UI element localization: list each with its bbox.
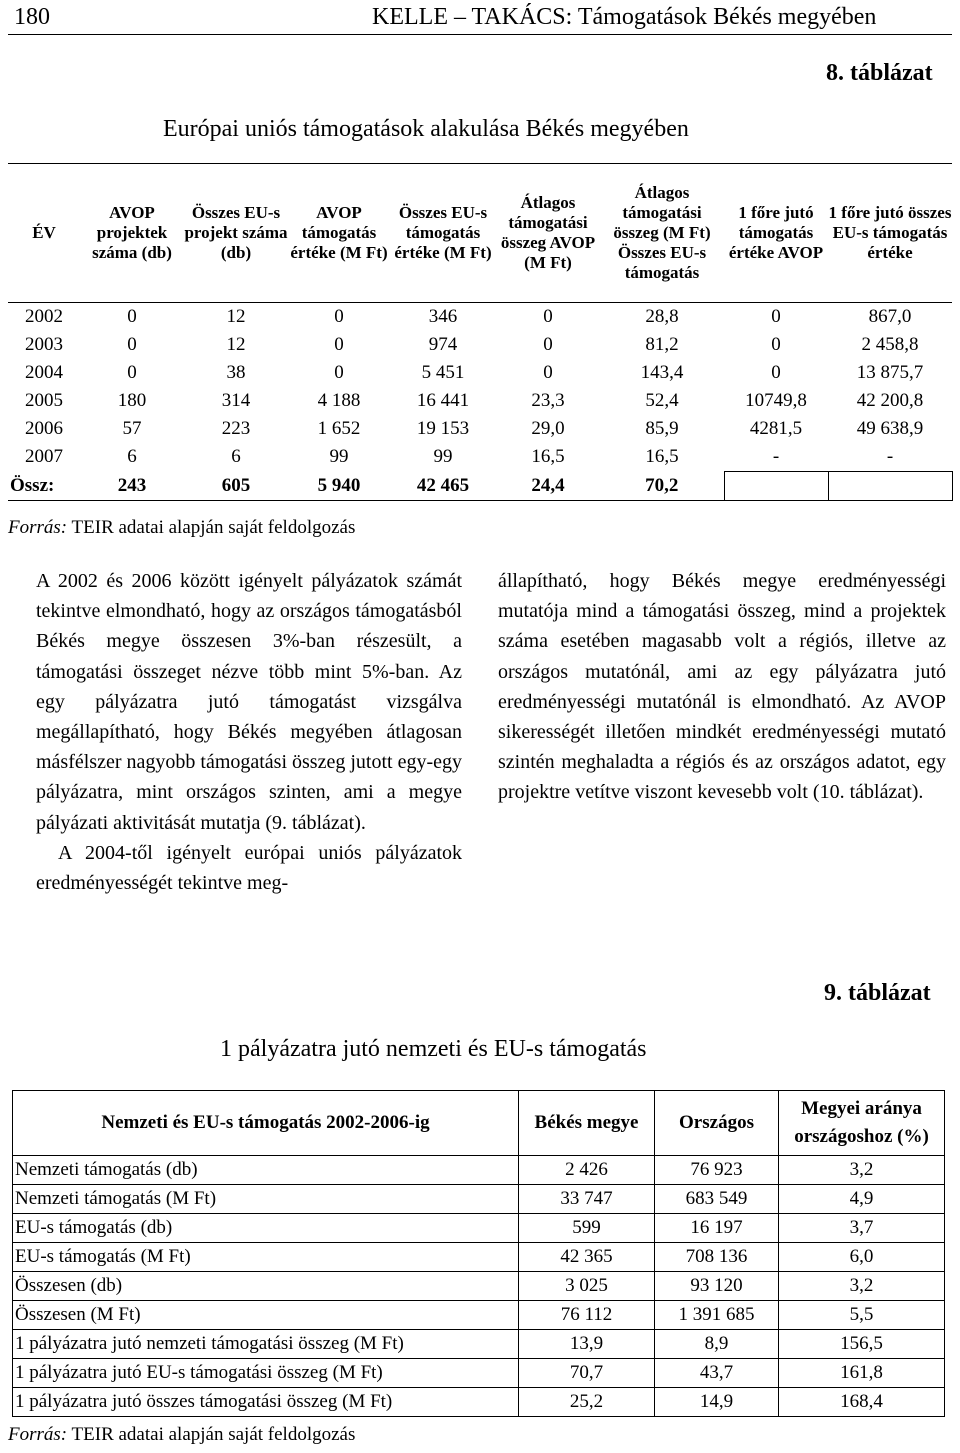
table8-row bbox=[8, 359, 952, 387]
table9-row bbox=[13, 1243, 945, 1272]
table8-cell: 2007 bbox=[25, 446, 63, 468]
table9-row bbox=[13, 1214, 945, 1243]
table9-cell: 8,9 bbox=[655, 1330, 779, 1359]
table8-cell: 0 bbox=[543, 362, 553, 383]
table8-col-header: Átlagos támogatási összeg AVOP (M Ft) bbox=[500, 193, 596, 272]
table9-cell: 1 pályázatra jutó nemzeti támogatási összeg (M Ft) bbox=[13, 1330, 519, 1359]
body-left-column bbox=[36, 566, 462, 898]
table9-cell: 5,5 bbox=[779, 1301, 945, 1330]
source-text: TEIR adatai alapján saját feldolgozás bbox=[67, 1424, 356, 1445]
table8-cell: 346 bbox=[428, 306, 458, 327]
table8-total-cell: 5 940 bbox=[317, 474, 361, 496]
table9-cell: 4,9 bbox=[779, 1185, 945, 1214]
table8-cell: 99 bbox=[433, 446, 453, 468]
source-label: Forrás: bbox=[8, 1424, 68, 1445]
table8-cell: 0 bbox=[771, 334, 781, 355]
table9-cell: 683 549 bbox=[655, 1185, 779, 1214]
table8-cell: 974 bbox=[428, 334, 458, 355]
table8-cell: 0 bbox=[334, 306, 344, 327]
table8-total-cell: 605 bbox=[221, 474, 251, 496]
table9-col-header: Békés megye bbox=[519, 1091, 655, 1156]
table9-cell: 14,9 bbox=[655, 1388, 779, 1417]
table8-col-header: AVOP támogatás értéke (M Ft) bbox=[290, 203, 388, 262]
table8-cell: 223 bbox=[221, 418, 251, 439]
table9-source bbox=[8, 1424, 355, 1446]
running-title: KELLE – TAKÁCS: Támogatások Békés megyében bbox=[372, 4, 877, 30]
table8-col-header: 1 főre jutó támogatás értéke AVOP bbox=[728, 203, 824, 262]
table9-cell: EU-s támogatás (db) bbox=[13, 1214, 519, 1243]
table9-row bbox=[13, 1185, 945, 1214]
table8-row bbox=[8, 303, 952, 332]
table9-row bbox=[13, 1301, 945, 1330]
table9-row bbox=[13, 1272, 945, 1301]
table9-cell: 599 bbox=[519, 1214, 655, 1243]
table9-cell: 16 197 bbox=[655, 1214, 779, 1243]
table8-cell: 2005 bbox=[25, 390, 63, 411]
table8-cell: 0 bbox=[771, 306, 781, 327]
table8-cell: 23,3 bbox=[531, 390, 565, 411]
table8-cell: - bbox=[772, 446, 780, 467]
table8-cell: 2004 bbox=[25, 362, 63, 383]
table9 bbox=[12, 1090, 945, 1417]
table8-cell: 38 bbox=[226, 362, 246, 383]
table9-cell: 3,2 bbox=[779, 1272, 945, 1301]
table8-total-cell bbox=[828, 472, 952, 501]
table9-cell: EU-s támogatás (M Ft) bbox=[13, 1243, 519, 1272]
table8-cell: 0 bbox=[771, 362, 781, 383]
paragraph: A 2002 és 2006 között igényelt pályázatok számát tekintve elmondható, hogy az országos támogatásból Békés megye összesen 3%-ban részesült, a támogatási összeget nézve több mint 5%-ban. Az egy pályázatra jutó támogatást vizsgálva megállapítható, hogy Békés megyében átlagosan másfélszer nagyobb támogatási összeg jutott egy-egy pályázatra, mint országos szinten, ami a megye pályázati aktivitását mutatja (9. táblázat). bbox=[36, 570, 462, 834]
table9-cell: Összesen (db) bbox=[13, 1272, 519, 1301]
table8-col-header: Átlagos támogatási összeg (M Ft) Összes EU-s támogatás bbox=[613, 183, 711, 282]
table9-cell: 1 pályázatra jutó összes támogatási összeg (M Ft) bbox=[13, 1388, 519, 1417]
table9-cell: 168,4 bbox=[779, 1388, 945, 1417]
table8-cell: 180 bbox=[117, 390, 147, 411]
table9-header-row bbox=[13, 1091, 945, 1156]
table8-total-cell bbox=[724, 472, 828, 501]
table8-cell: 4281,5 bbox=[749, 418, 803, 439]
table8-total-row bbox=[8, 472, 952, 501]
table8-cell: 10749,8 bbox=[745, 390, 807, 411]
table8-row bbox=[8, 443, 952, 472]
table8-cell: 16 441 bbox=[416, 390, 470, 411]
table9-col-header: Országos bbox=[655, 1091, 779, 1156]
table8-cell: 5 451 bbox=[421, 362, 465, 383]
table8-cell: 0 bbox=[334, 362, 344, 383]
table9-cell: 33 747 bbox=[519, 1185, 655, 1214]
table8-cell: 85,9 bbox=[645, 418, 679, 439]
table9-cell: 42 365 bbox=[519, 1243, 655, 1272]
table8-cell: 57 bbox=[122, 418, 142, 439]
table8-cell: 16,5 bbox=[531, 446, 565, 468]
table8-cell: 16,5 bbox=[645, 446, 679, 468]
body-right-column bbox=[498, 566, 946, 808]
table8-cell: 49 638,9 bbox=[856, 418, 924, 439]
table9-cell: 1 391 685 bbox=[655, 1301, 779, 1330]
table9-label: 9. táblázat bbox=[824, 980, 931, 1006]
table8-cell: 314 bbox=[221, 390, 251, 411]
table9-cell: Nemzeti támogatás (M Ft) bbox=[13, 1185, 519, 1214]
table9-cell: 13,9 bbox=[519, 1330, 655, 1359]
table8-cell: 4 188 bbox=[317, 390, 361, 411]
table8-cell: 52,4 bbox=[645, 390, 679, 411]
table8-col-header: ÉV bbox=[32, 223, 56, 242]
table9-row bbox=[13, 1330, 945, 1359]
table8-cell: 867,0 bbox=[868, 306, 912, 327]
table8-total-cell: 24,4 bbox=[531, 474, 565, 496]
table8-cell: 2003 bbox=[25, 334, 63, 355]
table8-col-header: 1 főre jutó összes EU-s támogatás értéke bbox=[828, 203, 952, 262]
table9-cell: 25,2 bbox=[519, 1388, 655, 1417]
table9-cell: 156,5 bbox=[779, 1330, 945, 1359]
table8-col-header: AVOP projektek száma (db) bbox=[92, 203, 172, 262]
table9-cell: Összesen (M Ft) bbox=[13, 1301, 519, 1330]
table8-title: Európai uniós támogatások alakulása Békés megyében bbox=[163, 116, 689, 142]
table8-total-cell: Össz: bbox=[10, 474, 55, 496]
table8-cell: 6 bbox=[231, 446, 241, 468]
running-head bbox=[0, 0, 960, 40]
table9-title: 1 pályázatra jutó nemzeti és EU-s támogatás bbox=[220, 1036, 647, 1062]
table8-cell: 0 bbox=[127, 334, 137, 355]
table8 bbox=[8, 163, 953, 501]
table8-source bbox=[8, 517, 355, 539]
table8-cell: 12 bbox=[226, 334, 246, 355]
table9-cell: 70,7 bbox=[519, 1359, 655, 1388]
table9-row bbox=[13, 1359, 945, 1388]
table8-col-header: Összes EU-s projekt száma (db) bbox=[184, 203, 288, 262]
page-number: 180 bbox=[14, 4, 50, 30]
table9-cell: 3,7 bbox=[779, 1214, 945, 1243]
table8-cell: 0 bbox=[334, 334, 344, 355]
table8-cell: - bbox=[886, 446, 894, 467]
table8-total-cell: 70,2 bbox=[645, 474, 679, 496]
table9-cell: 6,0 bbox=[779, 1243, 945, 1272]
table9-cell: 3,2 bbox=[779, 1156, 945, 1185]
table8-cell: 19 153 bbox=[416, 418, 470, 439]
table8-cell: 81,2 bbox=[645, 334, 679, 355]
paragraph: állapítható, hogy Békés megye eredményességi mutatója mind a támogatási összeg, mind a projektek száma esetében magasabb volt a régiós, illetve az országos mutatónál, ami az egy pályázatra jutó eredményességi mutatónál is elmondható. Az AVOP sikerességét illetően mindkét eredményességi mutató szintén meghaladta a régiós és az országos adatot, egy projektre vetítve viszont kevesebb volt (10. táblázat). bbox=[498, 570, 946, 804]
table9-cell: 76 112 bbox=[519, 1301, 655, 1330]
table8-cell: 2002 bbox=[25, 306, 63, 327]
table9-cell: 43,7 bbox=[655, 1359, 779, 1388]
table8-cell: 143,4 bbox=[640, 362, 684, 383]
table8-row bbox=[8, 415, 952, 443]
table8-cell: 0 bbox=[127, 306, 137, 327]
table9-cell: 161,8 bbox=[779, 1359, 945, 1388]
header-rule bbox=[8, 34, 952, 35]
paragraph: A 2004-től igényelt európai uniós pályázatok eredményességét tekintve meg- bbox=[36, 841, 462, 895]
table8-cell: 0 bbox=[543, 306, 553, 327]
table8-cell: 12 bbox=[226, 306, 246, 327]
table8-cell: 2 458,8 bbox=[861, 334, 919, 355]
source-text: TEIR adatai alapján saját feldolgozás bbox=[67, 517, 356, 538]
table9-row bbox=[13, 1388, 945, 1417]
table9-cell: 93 120 bbox=[655, 1272, 779, 1301]
table8-col-header: Összes EU-s támogatás értéke (M Ft) bbox=[394, 203, 492, 262]
table8-cell: 42 200,8 bbox=[856, 390, 924, 411]
table8-cell: 28,8 bbox=[645, 306, 679, 327]
source-label: Forrás: bbox=[8, 517, 68, 538]
table9-cell: 1 pályázatra jutó EU-s támogatási összeg (M Ft) bbox=[13, 1359, 519, 1388]
table8-cell: 0 bbox=[127, 362, 137, 383]
table9-cell: 3 025 bbox=[519, 1272, 655, 1301]
table8-row bbox=[8, 387, 952, 415]
table9-cell: 708 136 bbox=[655, 1243, 779, 1272]
table8-label: 8. táblázat bbox=[826, 60, 933, 86]
table8-row bbox=[8, 331, 952, 359]
table8-header-row bbox=[8, 164, 952, 303]
table8-cell: 13 875,7 bbox=[856, 362, 924, 383]
table9-cell: 2 426 bbox=[519, 1156, 655, 1185]
table9-col-header: Megyei aránya országoshoz (%) bbox=[779, 1091, 945, 1156]
table8-cell: 1 652 bbox=[317, 418, 361, 439]
table8-total-cell: 243 bbox=[117, 474, 147, 496]
table9-cell: 76 923 bbox=[655, 1156, 779, 1185]
table9-cell: Nemzeti támogatás (db) bbox=[13, 1156, 519, 1185]
table8-cell: 99 bbox=[329, 446, 349, 468]
table9-row bbox=[13, 1156, 945, 1185]
table8-total-cell: 42 465 bbox=[416, 474, 470, 496]
table8-cell: 2006 bbox=[25, 418, 63, 439]
table8-cell: 0 bbox=[543, 334, 553, 355]
table9-col-header: Nemzeti és EU-s támogatás 2002-2006-ig bbox=[13, 1091, 519, 1156]
table8-cell: 29,0 bbox=[531, 418, 565, 439]
table8-cell: 6 bbox=[127, 446, 137, 468]
